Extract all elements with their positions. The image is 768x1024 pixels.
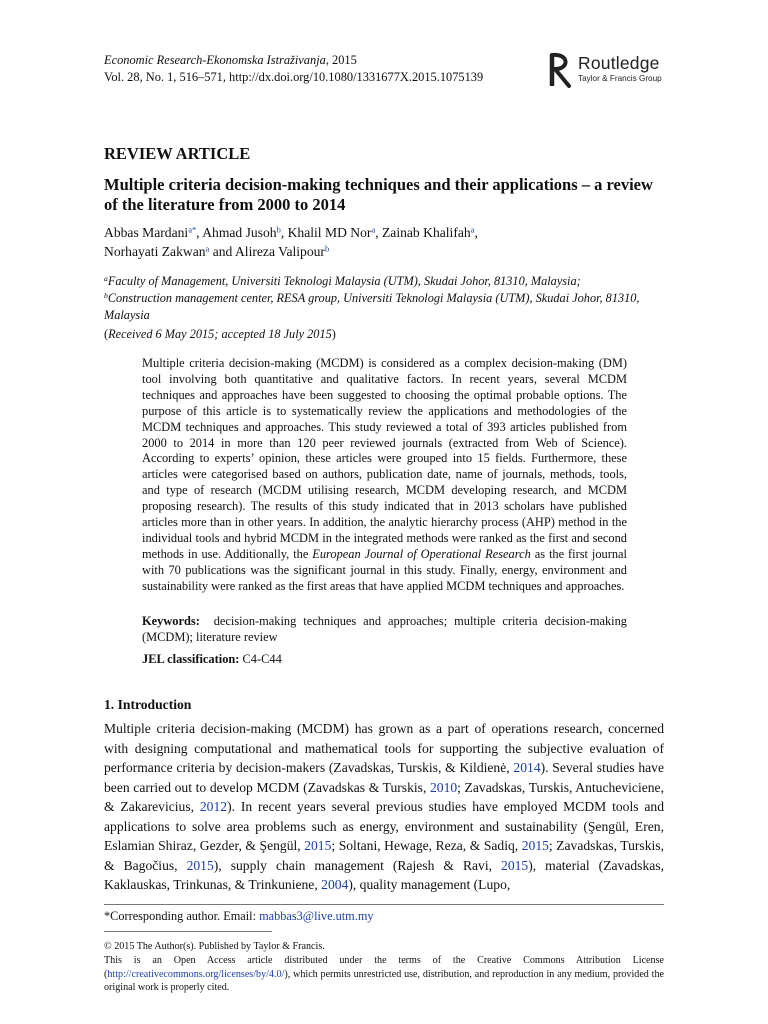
received-dates: (Received 6 May 2015; accepted 18 July 2015) [104, 327, 336, 341]
author-name: Norhayati Zakwan [104, 244, 206, 259]
author-name: Ahmad Jusoh [202, 225, 277, 240]
email-link[interactable]: mabbas3@live.utm.my [259, 909, 374, 923]
journal-year: , 2015 [325, 53, 357, 67]
affiliation-a: $^a$Faculty of Management, Universiti Teknologi Malaysia (UTM), Skudai Johor, 81310, Malaysia; [104, 273, 581, 288]
author-name: Abbas Mardani [104, 225, 189, 240]
jel-classification [142, 651, 282, 667]
citation-link[interactable]: 2015 [521, 838, 549, 853]
citation-link[interactable]: 2010 [429, 779, 458, 795]
publisher-brand: Routledge [578, 53, 660, 73]
author-name: Alireza Valipour [234, 244, 325, 259]
affiliation-marker[interactable]: a [470, 224, 475, 235]
citation-link[interactable]: 2015 [304, 838, 332, 853]
article-kind: REVIEW ARTICLE [104, 144, 251, 163]
publisher-group: Taylor & Francis Group [578, 74, 662, 83]
journal-citation-line [104, 52, 483, 69]
affiliation-marker[interactable]: b [324, 243, 330, 254]
citation-link[interactable]: 2014 [513, 760, 541, 775]
footnote-divider [104, 904, 664, 905]
license-url-link[interactable]: http://creativecommons.org/licenses/by/4.0/ [107, 968, 285, 980]
section-heading: 1. Introduction [104, 697, 192, 712]
article-title: Multiple criteria decision-making techniques and their applications – a review of the literature from 2000 to 2014 [104, 175, 653, 214]
citation-link[interactable]: 2012 [199, 799, 228, 814]
license-notice [104, 940, 664, 995]
journal-name: Economic Research-Ekonomska Istraživanja [104, 53, 326, 67]
keywords-label: Keywords: [142, 614, 200, 628]
abstract: Multiple criteria decision-making (MCDM) is considered as a complex decision-making (DM) tool involving both quantitative and qualitative factors. In recent years, several MCDM techniques and approaches have been suggested to choosing the optimal probable options. The purpose of this article is to systematically review the applications and methodologies of the MCDM techniques and approaches. This study reviewed a total of 393 articles published from 2000 to 2014 in more than 120 peer reviewed journals (extracted from Web of Science). According to experts’ opinion, these articles were grouped into 15 fields. Furthermore, these articles were categorised based on authors, publication date, name of journals, methods, tools, and type of research (MCDM utilising research, MCDM developing research, and MCDM proposing research). The results of this study indicated that in 2013 scholars have published articles more than in other years. In addition, the analytic hierarchy process (AHP) method in the individual tools and hybrid MCDM in the integrated methods were ranked as the first and second methods in use. Additionally, the European Journal of Operational Research as the first journal with 70 publications was the significant journal in this study. Finally, energy, environment and sustainability were ranked as the first areas that have applied MCDM techniques and approaches. [142, 356, 627, 593]
affiliation-marker[interactable]: a* [188, 224, 197, 235]
citation-link[interactable]: 2015 [186, 857, 214, 873]
keywords [142, 613, 627, 645]
author-list: Abbas Mardani$^{a*}$, Ahmad Jusoh$^b$, Khalil MD Nor$^a$, Zainab Khalifah$^a$, Norhayati Zakwan$^a$ and Alireza Valipour$^b$ [104, 224, 478, 259]
routledge-mark-icon [549, 50, 573, 90]
jel-codes: C4-C44 [242, 652, 282, 666]
affiliation-marker[interactable]: a [205, 243, 210, 254]
citation-link[interactable]: 2015 [501, 857, 529, 873]
jel-label: JEL classification: [142, 652, 240, 666]
affiliation-marker[interactable]: b [276, 224, 281, 235]
volume-doi-line[interactable]: Vol. 28, No. 1, 516–571, http://dx.doi.org/10.1080/1331677X.2015.1075139 [104, 70, 484, 84]
introduction-paragraph: Multiple criteria decision-making (MCDM) has grown as a part of operations research, concerned with designing computational and mathematical tools for supporting the subjective evaluation of performance criteria by decision-makers (Zavadskas, Turskis, & Kildienė, 2014). Several studies have been carried out to develop MCDM (Zavadskas & Turskis, 2010; Zavadskas, Turskis, Antucheviciene, & Zakarevicius, 2012). In recent years several previous studies have employed MCDM tools and applications to solve area problems such as energy, environment and sustainability (Şengül, Eren, Eslamian Shiraz, Gezder, & Şengül, 2015; Soltani, Hewage, Reza, & Sadiq, 2015; Zavadskas, Turskis, & Bagočius, 2015), supply chain management (Rajesh & Ravi, 2015), material (Zavadskas, Kaklauskas, Trinkunas, & Trinkuniene, 2004), quality management (Lupo, [104, 721, 664, 892]
corresponding-author-footnote: *Corresponding author. Email: mabbas3@live.utm.my [104, 909, 374, 923]
citation-link[interactable]: 2004 [321, 877, 349, 892]
affiliation-b: $^b$Construction management center, RESA group, Universiti Teknologi Malaysia (UTM), Skudai Johor, 81310, Malaysia [104, 290, 640, 322]
affiliation-marker[interactable]: a [371, 224, 376, 235]
affiliations [104, 273, 664, 324]
journal-mention: European Journal of Operational Research [312, 546, 531, 561]
journal-header [104, 52, 483, 86]
license-text: This is an Open Access article distributed under the terms of the Creative Commons Attribution License (http://creativecommons.org/licenses/by/4.0/), which permits unrestricted use, distribution, and reproduction in any medium, provided the original work is properly cited. [104, 954, 664, 994]
author-name: Khalil MD Nor [287, 225, 372, 240]
publisher-logo [549, 50, 669, 90]
author-name: Zainab Khalifah [381, 225, 471, 240]
keywords-text: decision-making techniques and approaches; multiple criteria decision-making (MCDM); literature review [142, 614, 627, 644]
license-divider [104, 931, 272, 932]
copyright-line: © 2015 The Author(s). Published by Taylor & Francis. [104, 941, 325, 952]
